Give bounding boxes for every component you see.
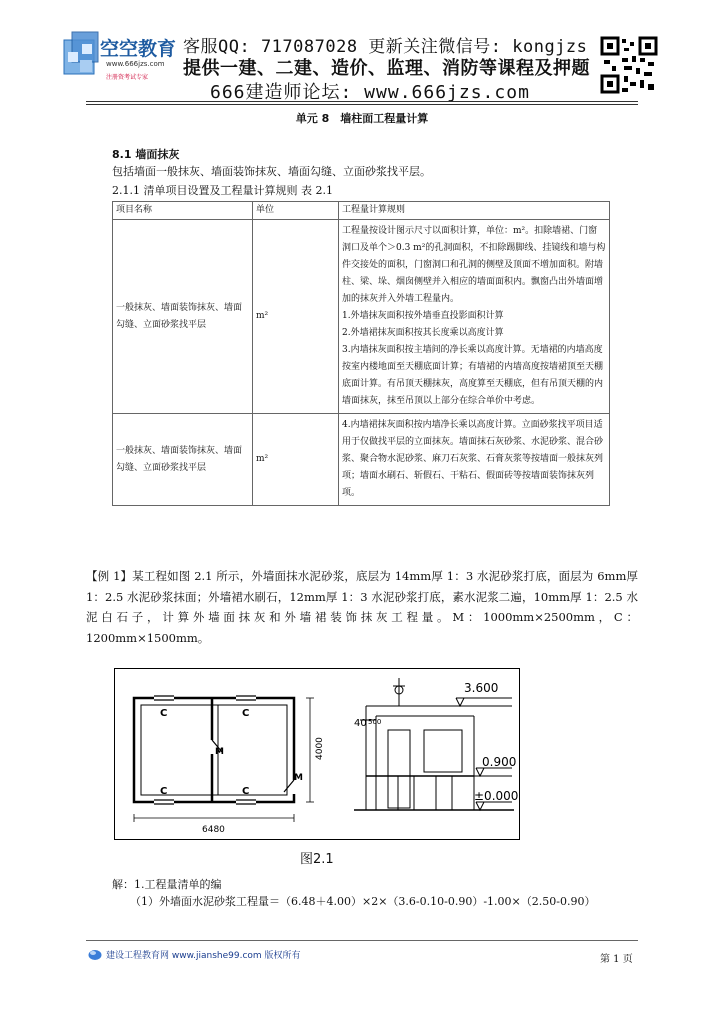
figure-2-1 xyxy=(114,668,520,840)
table-row xyxy=(113,414,610,506)
item-rules xyxy=(339,414,610,506)
level-ground: ±0.000 xyxy=(474,789,519,803)
window-label: C xyxy=(160,708,168,719)
window-label: C xyxy=(160,786,168,797)
rules-table xyxy=(112,201,610,506)
solution-line: （1）外墙面水泥砂浆工程量＝（6.48＋4.00）×2×（3.6-0.10-0.90）-1.00×（2.50-0.90） xyxy=(130,895,596,908)
item-name: 一般抹灰、墙面装饰抹灰、墙面勾缝、立面砂浆找平层 xyxy=(113,220,253,414)
logo xyxy=(62,28,177,94)
table-caption: 2.1.1 清单项目设置及工程量计算规则 表 2.1 xyxy=(112,184,333,197)
window-label: C xyxy=(242,786,250,797)
logo-url: www.666jzs.com xyxy=(106,60,165,68)
table-row xyxy=(113,220,610,414)
level-mid: 0.900 xyxy=(482,755,517,769)
item-name: 一般抹灰、墙面装饰抹灰、墙面勾缝、立面砂浆找平层 xyxy=(113,414,253,506)
header-contact: 客服QQ: 717087028 更新关注微信号: kongjzs xyxy=(183,37,588,57)
elevation-dim: 500 xyxy=(368,718,382,726)
elevation-dim: 40 xyxy=(354,718,367,729)
section-heading: 8.1 墙面抹灰 xyxy=(112,148,180,161)
rule-line: 工程量按设计图示尺寸以面积计算，单位：m²。扣除墙裙、门窗洞口及单个＞0.3 m²的孔洞面积，不扣除踢脚线、挂镜线和墙与构件交接处的面积，门窗洞口和孔洞的侧壁及顶面不增加面积。附墙柱、梁、垛、烟囱侧壁并入相应的墙面面积内。飘窗凸出外墙面增加的抹灰并入外墙工程量内。 xyxy=(342,226,606,304)
item-unit: m² xyxy=(253,220,339,414)
table-header: 项目名称 xyxy=(113,202,253,220)
door-label: M xyxy=(215,747,224,757)
solution-intro: 解：1.工程量清单的编 xyxy=(112,878,222,891)
item-unit: m² xyxy=(253,414,339,506)
header-courses: 提供一建、二建、造价、监理、消防等课程及押题 xyxy=(183,58,590,79)
plan-depth-dim: 4000 xyxy=(315,737,325,760)
page-number: 第 1 页 xyxy=(600,954,633,965)
logo-tagline: 注册资考试专家 xyxy=(106,74,149,81)
example-paragraph: 【例 1】某工程如图 2.1 所示，外墙面抹水泥砂浆，底层为 14mm厚 1：3 水泥砂浆打底，面层为 6mm厚 1：2.5 水泥砂浆抹面；外墙裙水刷石，12mm厚 1：3 水泥砂浆打底，素水泥浆二遍，10mm厚 1：2.5 水泥白石子，计算外墙面抹灰和外墙裙装饰抹灰工程量。M：1000mm×2500mm，C：1200mm×1500mm。 xyxy=(86,569,638,645)
item-rules xyxy=(339,220,610,414)
footer-copyright[interactable]: 建设工程教育网 www.jianshe99.com 版权所有 xyxy=(106,951,301,961)
unit-title: 单元 8 墙柱面工程量计算 xyxy=(295,112,429,125)
window-label: C xyxy=(242,708,250,719)
door-label: M xyxy=(294,773,303,783)
table-header: 单位 xyxy=(253,202,339,220)
rule-line: 3.内墙抹灰面积按主墙间的净长乘以高度计算。无墙裙的内墙高度按室内楼地面至天棚底面计算；有墙裙的内墙高度按墙裙顶至天棚底面计算。有吊顶天棚抹灰，高度算至天棚底，但有吊顶天棚的内墙面抹灰，抹至吊顶以上部分在综合单价中考虑。 xyxy=(342,345,604,406)
rule-line: 4.内墙裙抹灰面积按内墙净长乘以高度计算。立面砂浆找平项目适用于仅做找平层的立面抹灰。墙面抹石灰砂浆、水泥砂浆、混合砂浆、聚合物水泥砂浆、麻刀石灰浆、石膏灰浆等按墙面一般抹灰列项；墙面水刷石、斩假石、干粘石、假面砖等按墙面装饰抹灰列项。 xyxy=(342,420,604,498)
table-header: 工程量计算规则 xyxy=(339,202,610,220)
figure-caption: 图2.1 xyxy=(300,852,334,867)
level-top: 3.600 xyxy=(464,681,499,695)
plan-width-dim: 6480 xyxy=(202,825,225,835)
header-rule xyxy=(86,104,638,105)
header-forum[interactable]: 666建造师论坛: www.666jzs.com xyxy=(210,82,530,103)
section-intro: 包括墙面一般抹灰、墙面装饰抹灰、墙面勾缝、立面砂浆找平层。 xyxy=(112,165,431,178)
rule-line: 2.外墙裙抹灰面积按其长度乘以高度计算 xyxy=(342,328,504,338)
footer-rule xyxy=(86,940,638,941)
footer-logo-icon xyxy=(88,946,102,958)
table-header-row xyxy=(113,202,610,220)
header-rule xyxy=(86,101,638,102)
logo-text: 空空教育 xyxy=(100,38,177,60)
rule-line: 1.外墙抹灰面积按外墙垂直投影面积计算 xyxy=(342,311,504,321)
qr-code-icon xyxy=(600,36,658,94)
